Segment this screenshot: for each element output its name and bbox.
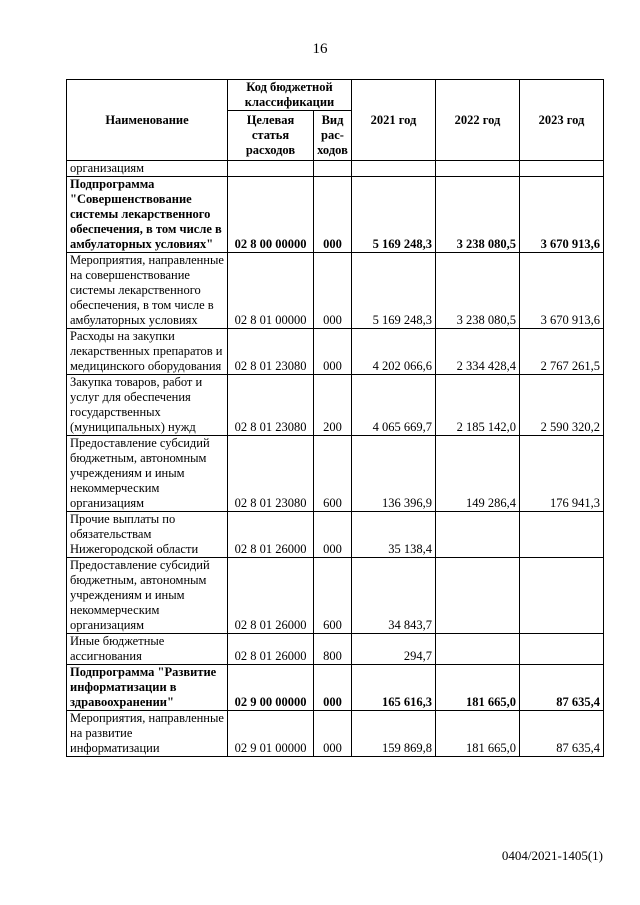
row-2021: 294,7 xyxy=(352,634,436,665)
row-kind: 800 xyxy=(314,634,352,665)
table-body xyxy=(67,161,604,757)
row-2023: 3 670 913,6 xyxy=(520,177,604,253)
row-2023: 87 635,4 xyxy=(520,665,604,711)
row-code: 02 8 01 26000 xyxy=(228,634,314,665)
header-2022: 2022 год xyxy=(436,80,520,161)
row-2022 xyxy=(436,512,520,558)
row-2023: 3 670 913,6 xyxy=(520,253,604,329)
table-row xyxy=(67,161,604,177)
row-name: Предоставление субсидий бюджетным, автономным учреждениям и иным некоммерческим организациям xyxy=(67,558,228,634)
row-2021: 165 616,3 xyxy=(352,665,436,711)
header-2021: 2021 год xyxy=(352,80,436,161)
row-2021: 35 138,4 xyxy=(352,512,436,558)
row-2023: 176 941,3 xyxy=(520,436,604,512)
table-row xyxy=(67,436,604,512)
table-row xyxy=(67,253,604,329)
row-2021: 4 202 066,6 xyxy=(352,329,436,375)
row-name: Расходы на закупки лекарственных препаратов и медицинского оборудования xyxy=(67,329,228,375)
table-row xyxy=(67,558,604,634)
row-2023 xyxy=(520,558,604,634)
row-2022: 149 286,4 xyxy=(436,436,520,512)
header-target: Целевая статья расходов xyxy=(228,111,314,161)
row-name: Иные бюджетные ассигнования xyxy=(67,634,228,665)
row-name: Предоставление субсидий бюджетным, автономным учреждениям и иным некоммерческим организациям xyxy=(67,436,228,512)
row-2023: 2 767 261,5 xyxy=(520,329,604,375)
row-kind: 000 xyxy=(314,711,352,757)
row-2021: 4 065 669,7 xyxy=(352,375,436,436)
row-2022: 181 665,0 xyxy=(436,711,520,757)
row-code: 02 8 01 23080 xyxy=(228,375,314,436)
row-kind: 000 xyxy=(314,253,352,329)
header-code-group: Код бюджетной классификации xyxy=(228,80,352,111)
row-code xyxy=(228,161,314,177)
row-2023 xyxy=(520,512,604,558)
row-2022: 2 185 142,0 xyxy=(436,375,520,436)
row-2021 xyxy=(352,161,436,177)
header-name: Наименование xyxy=(67,80,228,161)
budget-table xyxy=(66,79,604,757)
row-code: 02 9 00 00000 xyxy=(228,665,314,711)
row-code: 02 8 00 00000 xyxy=(228,177,314,253)
row-name: Мероприятия, направленные на развитие информатизации xyxy=(67,711,228,757)
row-code: 02 9 01 00000 xyxy=(228,711,314,757)
row-2021: 5 169 248,3 xyxy=(352,253,436,329)
row-code: 02 8 01 23080 xyxy=(228,436,314,512)
page-number: 16 xyxy=(312,41,328,57)
table-row xyxy=(67,329,604,375)
row-kind: 000 xyxy=(314,177,352,253)
row-2021: 5 169 248,3 xyxy=(352,177,436,253)
row-kind xyxy=(314,161,352,177)
row-2023 xyxy=(520,634,604,665)
row-kind: 600 xyxy=(314,436,352,512)
row-2023: 2 590 320,2 xyxy=(520,375,604,436)
row-name: Прочие выплаты по обязательствам Нижегородской области xyxy=(67,512,228,558)
row-2021: 34 843,7 xyxy=(352,558,436,634)
row-2021: 159 869,8 xyxy=(352,711,436,757)
row-2022: 2 334 428,4 xyxy=(436,329,520,375)
row-name: Подпрограмма "Совершенствование системы лекарственного обеспечения, в том числе в амбулаторных условиях" xyxy=(67,177,228,253)
row-code: 02 8 01 00000 xyxy=(228,253,314,329)
row-kind: 600 xyxy=(314,558,352,634)
row-code: 02 8 01 23080 xyxy=(228,329,314,375)
row-2022 xyxy=(436,634,520,665)
table-row xyxy=(67,634,604,665)
table-row xyxy=(67,177,604,253)
row-2022: 3 238 080,5 xyxy=(436,253,520,329)
table-row xyxy=(67,375,604,436)
row-2022: 3 238 080,5 xyxy=(436,177,520,253)
row-code: 02 8 01 26000 xyxy=(228,558,314,634)
table-row xyxy=(67,665,604,711)
table-row xyxy=(67,512,604,558)
row-code: 02 8 01 26000 xyxy=(228,512,314,558)
row-2023: 87 635,4 xyxy=(520,711,604,757)
row-kind: 000 xyxy=(314,512,352,558)
row-name: Мероприятия, направленные на совершенствование системы лекарственного обеспечения, в том числе в амбулаторных условиях xyxy=(67,253,228,329)
row-kind: 200 xyxy=(314,375,352,436)
row-2022 xyxy=(436,558,520,634)
row-name: Подпрограмма "Развитие информатизации в здравоохранении" xyxy=(67,665,228,711)
row-2022 xyxy=(436,161,520,177)
row-2023 xyxy=(520,161,604,177)
header-kind: Вид рас-ходов xyxy=(314,111,352,161)
table-row xyxy=(67,711,604,757)
header-2023: 2023 год xyxy=(520,80,604,161)
row-kind: 000 xyxy=(314,329,352,375)
row-2022: 181 665,0 xyxy=(436,665,520,711)
row-kind: 000 xyxy=(314,665,352,711)
row-name: Закупка товаров, работ и услуг для обеспечения государственных (муниципальных) нужд xyxy=(67,375,228,436)
document-id: 0404/2021-1405(1) xyxy=(501,848,603,863)
row-2021: 136 396,9 xyxy=(352,436,436,512)
row-name: организациям xyxy=(67,161,228,177)
